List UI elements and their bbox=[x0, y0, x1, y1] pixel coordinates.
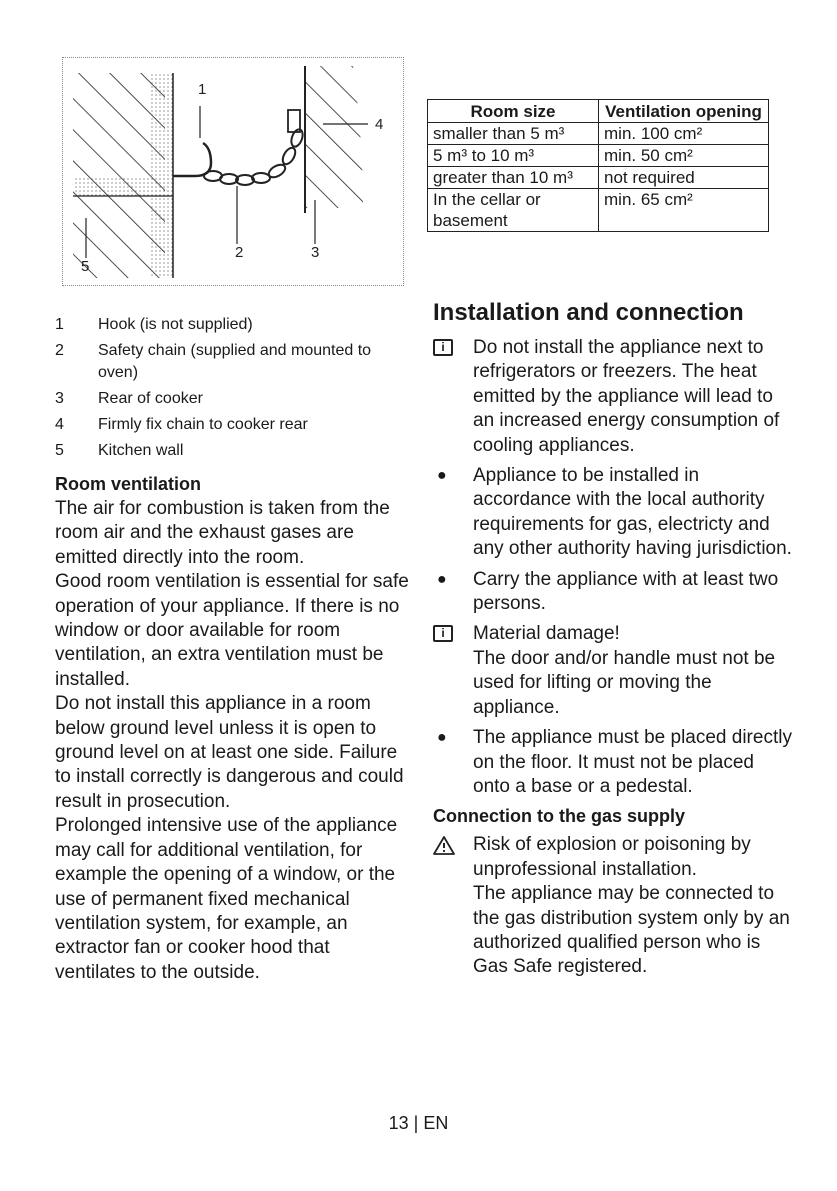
warning-text: Risk of explosion or poisoning by unprofessional installation. bbox=[473, 834, 751, 880]
table-row bbox=[428, 145, 769, 167]
bullet-text: Appliance to be installed in accordance with the local authority requirements for gas, electricty and any other authority having jurisdiction. bbox=[473, 465, 792, 560]
note-text: The appliance may be connected to the gas distribution system only by an authorized qualified person who is Gas Safe registered. bbox=[473, 883, 790, 978]
table-cell: min. 65 cm² bbox=[599, 189, 769, 232]
info-note bbox=[433, 622, 793, 720]
table-row bbox=[428, 167, 769, 189]
bullet-icon: ● bbox=[437, 467, 447, 485]
paragraph: Good room ventilation is essential for safe operation of your appliance. If there is no window or door available for room ventilation, an extra ventilation must be installed. bbox=[55, 571, 409, 690]
legend-row bbox=[55, 440, 405, 462]
legend-row bbox=[55, 340, 405, 384]
paragraph: Do not install this appliance in a room below ground level unless it is open to ground level on at least one side. Failure to install correctly is dangerous and could result in prosecution. bbox=[55, 693, 404, 812]
info-note bbox=[433, 336, 793, 458]
table-cell: In the cellar or basement bbox=[428, 189, 599, 232]
warning-note bbox=[433, 833, 793, 979]
bullet-icon: ● bbox=[437, 729, 447, 747]
callout-5: 5 bbox=[81, 258, 90, 275]
legend-number: 4 bbox=[55, 416, 64, 433]
paragraph: The air for combustion is taken from the room air and the exhaust gases are emitted directly into the room. bbox=[55, 498, 390, 568]
callout-4: 4 bbox=[375, 116, 384, 133]
table-cell: greater than 10 m³ bbox=[428, 167, 599, 189]
ventilation-table bbox=[427, 99, 769, 232]
legend-number: 2 bbox=[55, 342, 64, 359]
legend-number: 1 bbox=[55, 316, 64, 333]
legend-number: 3 bbox=[55, 390, 64, 407]
info-icon: i bbox=[433, 625, 453, 642]
bullet-item bbox=[433, 568, 793, 617]
column-header: Room size bbox=[428, 100, 599, 123]
table-cell: not required bbox=[599, 167, 769, 189]
note-title: Material damage! bbox=[473, 623, 620, 645]
legend-text: Safety chain (supplied and mounted to oven) bbox=[98, 342, 372, 381]
room-ventilation-heading: Room ventilation bbox=[55, 474, 202, 494]
legend-row bbox=[55, 388, 405, 410]
table-header-row bbox=[428, 100, 769, 123]
hook-shape bbox=[173, 143, 211, 176]
paragraph: Prolonged intensive use of the appliance may call for additional ventilation, for example the opening of a window, or the use of permanent fixed mechanical ventilation system, for example, an extractor fan or cooker hood that ventilates to the outside. bbox=[55, 815, 398, 983]
room-ventilation-section bbox=[55, 473, 411, 985]
gas-supply-heading: Connection to the gas supply bbox=[433, 806, 686, 827]
table-cell: 5 m³ to 10 m³ bbox=[428, 145, 599, 167]
note-text: The door and/or handle must not be used for lifting or moving the appliance. bbox=[473, 647, 776, 718]
callout-3: 3 bbox=[311, 244, 320, 261]
section-title: Installation and connection bbox=[433, 299, 744, 326]
legend-row bbox=[55, 314, 405, 336]
callout-1: 1 bbox=[198, 81, 207, 98]
installation-section bbox=[433, 298, 793, 986]
column-header: Ventilation opening bbox=[599, 100, 769, 123]
bullet-item bbox=[433, 464, 793, 562]
bullet-text: The appliance must be placed directly on the floor. It must not be placed onto a base or a pedestal. bbox=[473, 727, 792, 797]
info-icon: i bbox=[433, 339, 453, 356]
note-text: Do not install the appliance next to refrigerators or freezers. The heat emitted by the appliance will lead to an increased energy consumption of cooling appliances. bbox=[473, 337, 780, 456]
legend-text: Hook (is not supplied) bbox=[98, 316, 253, 333]
legend-row bbox=[55, 414, 405, 436]
chain-installation-figure bbox=[62, 57, 404, 286]
cooker-rear-shape bbox=[305, 66, 363, 208]
legend-number: 5 bbox=[55, 442, 64, 459]
bullet-icon: ● bbox=[437, 570, 447, 588]
table-cell: min. 100 cm² bbox=[599, 123, 769, 145]
legend-text: Rear of cooker bbox=[98, 390, 203, 407]
table-row bbox=[428, 189, 769, 232]
warning-icon bbox=[433, 835, 455, 855]
legend-text: Kitchen wall bbox=[98, 442, 184, 459]
callout-2: 2 bbox=[235, 244, 244, 261]
page-number: 13 | EN bbox=[388, 1113, 449, 1133]
legend-text: Firmly fix chain to cooker rear bbox=[98, 416, 308, 433]
table-cell: smaller than 5 m³ bbox=[428, 123, 599, 145]
figure-legend bbox=[55, 314, 405, 466]
chain-diagram-drawing bbox=[63, 58, 405, 287]
table-row bbox=[428, 123, 769, 145]
bullet-text: Carry the appliance with at least two persons. bbox=[473, 568, 779, 615]
bullet-item bbox=[433, 726, 793, 799]
table-cell: min. 50 cm² bbox=[599, 145, 769, 167]
safety-chain-shape bbox=[204, 128, 305, 185]
